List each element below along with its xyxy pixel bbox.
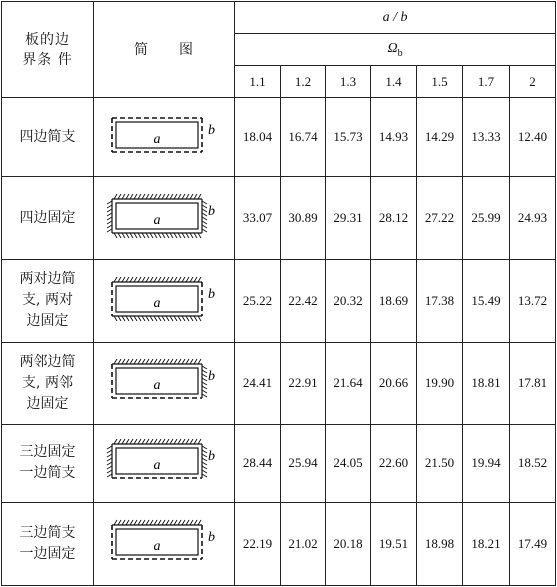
condition-text: 两邻边简支, 两邻边固定 bbox=[19, 353, 76, 412]
table-row bbox=[2, 98, 556, 177]
value-cell: 25.22 bbox=[235, 260, 281, 342]
value-cell: 15.49 bbox=[463, 260, 510, 342]
value-cell: 21.64 bbox=[326, 342, 371, 424]
dimension-b: b bbox=[208, 369, 215, 385]
condition-cell bbox=[2, 502, 94, 585]
dimension-a: a bbox=[153, 132, 161, 148]
plate-diagram-cell bbox=[94, 342, 235, 424]
value-cell: 20.66 bbox=[371, 342, 417, 424]
condition-text: 两对边简支, 两对边固定 bbox=[19, 271, 76, 330]
value-cell: 18.52 bbox=[510, 424, 556, 502]
value-cell: 22.19 bbox=[235, 502, 281, 585]
condition-cell bbox=[2, 424, 94, 502]
ratio-1: 1.2 bbox=[281, 66, 326, 98]
value-cell: 14.93 bbox=[371, 98, 417, 177]
table-row bbox=[2, 260, 556, 342]
dimension-b: b bbox=[208, 204, 215, 220]
condition-header bbox=[2, 2, 94, 98]
omega-subscript: b bbox=[397, 47, 403, 59]
value-cell: 24.41 bbox=[235, 342, 281, 424]
value-cell: 16.74 bbox=[281, 98, 326, 177]
value-cell: 18.81 bbox=[463, 342, 510, 424]
plate-diagram-cell bbox=[94, 98, 235, 177]
plate-diagram-cell bbox=[94, 424, 235, 502]
value-cell: 22.91 bbox=[281, 342, 326, 424]
ratio-5: 1.7 bbox=[463, 66, 510, 98]
condition-text: 三边简支一边固定 bbox=[19, 524, 76, 562]
diagram-header: 简 图 bbox=[94, 2, 235, 98]
ratio-0: 1.1 bbox=[235, 66, 281, 98]
condition-cell bbox=[2, 177, 94, 260]
plate-diagram bbox=[104, 193, 224, 239]
condition-text: 四边简支 bbox=[19, 128, 76, 145]
ratio-4: 1.5 bbox=[417, 66, 463, 98]
plate-diagram-cell bbox=[94, 260, 235, 342]
value-cell: 25.99 bbox=[463, 177, 510, 260]
table-row bbox=[2, 424, 556, 502]
condition-text: 三边固定一边简支 bbox=[19, 444, 76, 482]
value-cell: 18.69 bbox=[371, 260, 417, 342]
value-cell: 33.07 bbox=[235, 177, 281, 260]
value-cell: 19.94 bbox=[463, 424, 510, 502]
dimension-a: a bbox=[153, 213, 161, 229]
value-cell: 22.60 bbox=[371, 424, 417, 502]
condition-cell bbox=[2, 260, 94, 342]
value-cell: 18.98 bbox=[417, 502, 463, 585]
ratio-2: 1.3 bbox=[326, 66, 371, 98]
condition-text: 四边固定 bbox=[19, 209, 76, 226]
table-row bbox=[2, 502, 556, 585]
value-cell: 20.18 bbox=[326, 502, 371, 585]
plate-diagram bbox=[104, 112, 224, 158]
data-table bbox=[1, 1, 556, 586]
dimension-b: b bbox=[208, 123, 215, 139]
table-row bbox=[2, 177, 556, 260]
plate-diagram-cell bbox=[94, 502, 235, 585]
condition-cell bbox=[2, 342, 94, 424]
value-cell: 18.21 bbox=[463, 502, 510, 585]
value-cell: 24.05 bbox=[326, 424, 371, 502]
value-cell: 13.72 bbox=[510, 260, 556, 342]
plate-diagram-cell bbox=[94, 177, 235, 260]
dimension-a: a bbox=[153, 458, 161, 474]
ratio-6: 2 bbox=[510, 66, 556, 98]
dimension-a: a bbox=[153, 295, 161, 311]
value-cell: 21.02 bbox=[281, 502, 326, 585]
value-cell: 12.40 bbox=[510, 98, 556, 177]
omega-header bbox=[235, 34, 556, 66]
value-cell: 17.49 bbox=[510, 502, 556, 585]
value-cell: 25.94 bbox=[281, 424, 326, 502]
value-cell: 30.89 bbox=[281, 177, 326, 260]
value-cell: 17.38 bbox=[417, 260, 463, 342]
plate-diagram bbox=[104, 438, 224, 484]
value-cell: 19.90 bbox=[417, 342, 463, 424]
value-cell: 15.73 bbox=[326, 98, 371, 177]
value-cell: 22.42 bbox=[281, 260, 326, 342]
condition-header-text: 板的边界条 件 bbox=[22, 31, 73, 68]
plate-diagram bbox=[104, 276, 224, 322]
dimension-a: a bbox=[153, 378, 161, 394]
condition-cell bbox=[2, 98, 94, 177]
value-cell: 19.51 bbox=[371, 502, 417, 585]
value-cell: 27.22 bbox=[417, 177, 463, 260]
value-cell: 18.04 bbox=[235, 98, 281, 177]
value-cell: 29.31 bbox=[326, 177, 371, 260]
dimension-b: b bbox=[208, 529, 215, 545]
dimension-a: a bbox=[153, 538, 161, 554]
value-cell: 14.29 bbox=[417, 98, 463, 177]
value-cell: 17.81 bbox=[510, 342, 556, 424]
ratio-header: a / b bbox=[235, 2, 556, 34]
plate-diagram bbox=[104, 519, 224, 565]
plate-diagram bbox=[104, 358, 224, 404]
ratio-3: 1.4 bbox=[371, 66, 417, 98]
value-cell: 20.32 bbox=[326, 260, 371, 342]
table-row bbox=[2, 342, 556, 424]
omega-symbol: Ω bbox=[387, 40, 398, 56]
value-cell: 28.44 bbox=[235, 424, 281, 502]
dimension-b: b bbox=[208, 449, 215, 465]
value-cell: 24.93 bbox=[510, 177, 556, 260]
value-cell: 21.50 bbox=[417, 424, 463, 502]
value-cell: 13.33 bbox=[463, 98, 510, 177]
value-cell: 28.12 bbox=[371, 177, 417, 260]
dimension-b: b bbox=[208, 286, 215, 302]
